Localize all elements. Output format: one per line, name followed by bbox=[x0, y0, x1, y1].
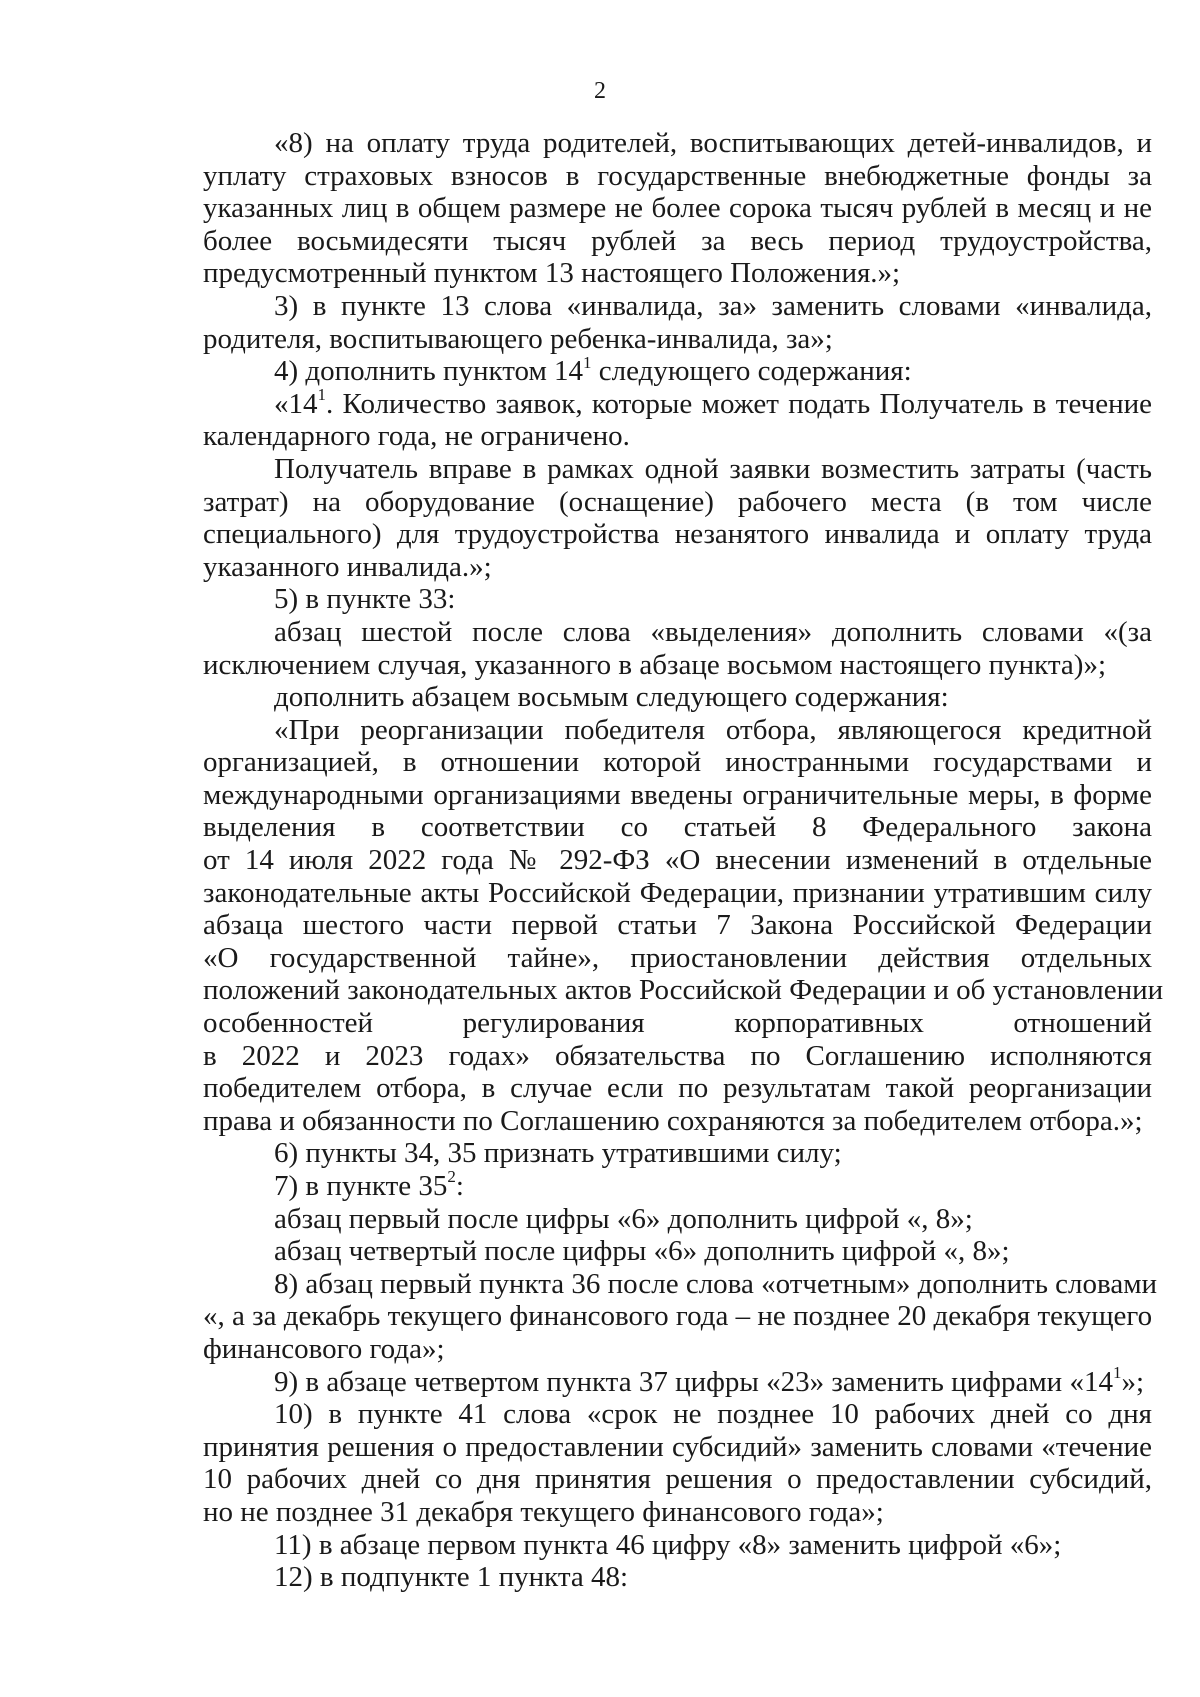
text-line: уплату страховых взносов в государственные внебюджетные фонды за bbox=[203, 159, 1152, 192]
text-line: «О государственной тайне», приостановлении действия отдельных bbox=[203, 941, 1152, 974]
text-line: затрат) на оборудование (оснащение) рабочего места (в том числе bbox=[203, 485, 1152, 518]
page-number: 2 bbox=[594, 78, 606, 104]
text-line: абзац четвертый после цифры «6» дополнить цифрой «, 8»; bbox=[274, 1235, 1010, 1268]
text-line: 5) в пункте 33: bbox=[274, 583, 456, 616]
text-line: победителем отбора, в случае если по результатам такой реорганизации bbox=[203, 1072, 1152, 1105]
text-line: предусмотренный пунктом 13 настоящего Положения.»; bbox=[203, 257, 901, 290]
text-line: от 14 июля 2022 года № 292-ФЗ «О внесении изменений в отдельные bbox=[203, 844, 1152, 877]
text-line: абзац шестой после слова «выделения» дополнить словами «(за bbox=[274, 615, 1152, 648]
text-line: более восьмидесяти тысяч рублей за весь период трудоустройства, bbox=[203, 224, 1152, 257]
text-line: но не позднее 31 декабря текущего финансового года»; bbox=[203, 1495, 884, 1528]
text-line: календарного года, не ограничено. bbox=[203, 420, 630, 453]
text-line: «$14^1$. Количество заявок, которые может подать Получатель в течение bbox=[274, 385, 1152, 420]
text-line: 6) пункты 34, 35 признать утратившими силу; bbox=[274, 1137, 842, 1170]
document-body bbox=[203, 127, 1164, 1594]
text-line: 11) в абзаце первом пункта 46 цифру «8» заменить цифрой «6»; bbox=[274, 1528, 1062, 1561]
text-line: абзаца шестого части первой статьи 7 Закона Российской Федерации bbox=[203, 909, 1152, 942]
text-line: 12) в подпункте 1 пункта 48: bbox=[274, 1561, 629, 1594]
text-line: международными организациями введены ограничительные меры, в форме bbox=[203, 778, 1152, 811]
text-line: родителя, воспитывающего ребенка-инвалида, за»; bbox=[203, 322, 833, 355]
text-line: исключением случая, указанного в абзаце восьмом настоящего пункта)»; bbox=[203, 648, 1107, 681]
text-line: указанного инвалида.»; bbox=[203, 550, 492, 583]
text-line: 7) в пункте $35^2$: bbox=[274, 1167, 464, 1202]
text-line: 3) в пункте 13 слова «инвалида, за» заменить словами «инвалида, bbox=[274, 289, 1152, 322]
text-line: финансового года»; bbox=[203, 1332, 445, 1365]
text-line: в 2022 и 2023 годах» обязательства по Соглашению исполняются bbox=[203, 1039, 1152, 1072]
text-line: Получатель вправе в рамках одной заявки возместить затраты (часть bbox=[274, 452, 1152, 485]
text-line: права и обязанности по Соглашению сохраняются за победителем отбора.»; bbox=[203, 1104, 1143, 1137]
text-line: 10 рабочих дней со дня принятия решения о предоставлении субсидий, bbox=[203, 1463, 1152, 1496]
text-line: «, а за декабрь текущего финансового года – не позднее 20 декабря текущего bbox=[203, 1300, 1153, 1333]
text-line: 10) в пункте 41 слова «срок не позднее 10 рабочих дней со дня bbox=[274, 1398, 1152, 1431]
text-line: дополнить абзацем восьмым следующего содержания: bbox=[274, 681, 949, 714]
text-line: законодательные акты Российской Федерации, признании утратившим силу bbox=[203, 876, 1152, 909]
text-line: специального) для трудоустройства незанятого инвалида и оплату труда bbox=[203, 518, 1152, 551]
text-line: организацией, в отношении которой иностранными государствами и bbox=[203, 746, 1152, 779]
text-line: особенностей регулирования корпоративных отношений bbox=[203, 1007, 1152, 1040]
text-line: положений законодательных актов Российской Федерации и об установлении bbox=[203, 974, 1164, 1007]
text-line: абзац первый после цифры «6» дополнить цифрой «, 8»; bbox=[274, 1202, 973, 1235]
text-line: выделения в соответствии со статьей 8 Федерального закона bbox=[203, 811, 1152, 844]
text-line: «При реорганизации победителя отбора, являющегося кредитной bbox=[274, 713, 1152, 746]
text-line: 8) абзац первый пункта 36 после слова «отчетным» дополнить словами bbox=[274, 1267, 1158, 1300]
text-line: 4) дополнить пунктом $14^1$ следующего содержания: bbox=[274, 352, 912, 388]
text-line: 9) в абзаце четвертом пункта 37 цифры «23» заменить цифрами «$14^1$»; bbox=[274, 1362, 1145, 1398]
text-line: принятия решения о предоставлении субсидий» заменить словами «течение bbox=[203, 1430, 1152, 1463]
text-line: «8) на оплату труда родителей, воспитывающих детей-инвалидов, и bbox=[274, 127, 1152, 159]
text-line: указанных лиц в общем размере не более сорока тысяч рублей в месяц и не bbox=[203, 192, 1152, 225]
